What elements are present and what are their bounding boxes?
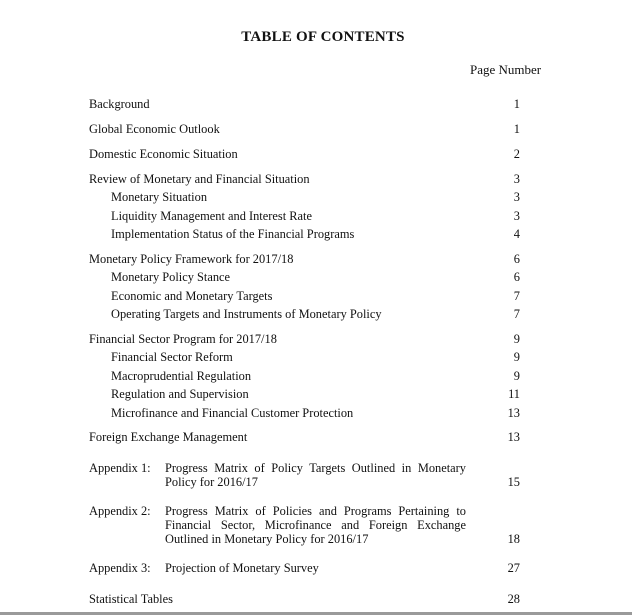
toc-subentry: Liquidity Management and Interest Rate (111, 209, 312, 223)
appendix-title-line: Projection of Monetary Survey (165, 561, 319, 575)
toc-title: TABLE OF CONTENTS (241, 29, 405, 45)
toc-entry: Review of Monetary and Financial Situation (89, 172, 310, 186)
toc-entry: Statistical Tables (89, 592, 173, 606)
toc-page: 7 (513, 289, 520, 303)
toc-page: 9 (513, 332, 520, 346)
appendix-title-line: Policy for 2016/17 (165, 475, 258, 489)
toc-page: 3 (513, 190, 520, 204)
toc-subentry: Implementation Status of the Financial Programs (111, 227, 355, 241)
appendix-title (165, 504, 466, 546)
toc-subentry: Financial Sector Reform (111, 350, 233, 364)
toc-entry: Foreign Exchange Management (89, 430, 248, 444)
toc-page: 18 (507, 532, 520, 546)
appendix-label: Appendix 2: (89, 504, 151, 518)
toc-entry: Global Economic Outlook (89, 122, 220, 136)
appendix-title-line: Progress Matrix of Policies and Programs Pertaining to (165, 504, 466, 518)
toc-subentry: Operating Targets and Instruments of Monetary Policy (111, 307, 382, 321)
toc-page: 2 (513, 147, 520, 161)
appendix-title-line: Financial Sector, Microfinance and Foreign Exchange (165, 518, 466, 532)
toc-page: 3 (513, 172, 520, 186)
page-number-header: Page Number (470, 62, 542, 77)
toc-page: 6 (513, 252, 520, 266)
toc-page: 7 (513, 307, 520, 321)
toc-page: 27 (507, 561, 520, 575)
toc-page: 28 (507, 592, 520, 606)
toc-page: 9 (513, 369, 520, 383)
toc-entry: Monetary Policy Framework for 2017/18 (89, 252, 294, 266)
toc-subentry: Macroprudential Regulation (111, 369, 252, 383)
toc-page: 6 (513, 270, 520, 284)
toc-subentry: Microfinance and Financial Customer Protection (111, 406, 354, 420)
toc-page: 15 (507, 475, 520, 489)
appendix-title (165, 461, 466, 489)
toc-subentry: Regulation and Supervision (111, 387, 249, 401)
appendix-title (165, 561, 466, 575)
toc-entry: Financial Sector Program for 2017/18 (89, 332, 277, 346)
toc-subentry: Economic and Monetary Targets (111, 289, 273, 303)
toc-page: 13 (507, 406, 520, 420)
appendix-label: Appendix 3: (89, 561, 151, 575)
toc-page: 4 (513, 227, 520, 241)
toc-subentry: Monetary Situation (111, 190, 208, 204)
toc-page: 3 (513, 209, 520, 223)
toc-entry: Domestic Economic Situation (89, 147, 238, 161)
appendix-title-line: Outlined in Monetary Policy for 2016/17 (165, 532, 369, 546)
toc-entry: Background (89, 97, 150, 111)
toc-page: 11 (508, 387, 520, 401)
toc-subentry: Monetary Policy Stance (111, 270, 231, 284)
appendix-label: Appendix 1: (89, 461, 151, 475)
toc-page: 9 (513, 350, 520, 364)
toc-page: 1 (513, 97, 520, 111)
toc-page: 1 (513, 122, 520, 136)
toc-page: 13 (507, 430, 520, 444)
appendix-title-line: Progress Matrix of Policy Targets Outlined in Monetary (165, 461, 466, 475)
